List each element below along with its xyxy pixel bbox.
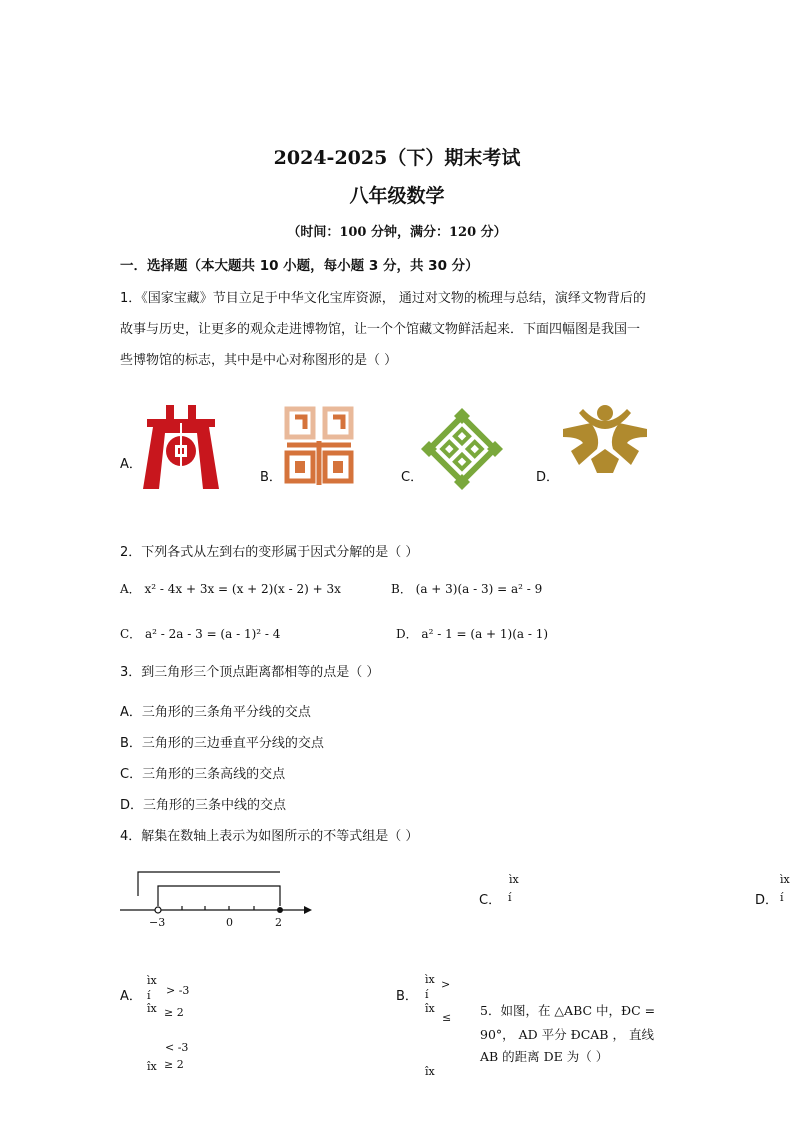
q5-line2: 90°， AD 平分 ÐCAB ， 直线 bbox=[480, 1027, 654, 1042]
q4-option-b-frag3: îx bbox=[425, 1002, 435, 1015]
q5-line3: AB 的距离 DE 为（ ） bbox=[480, 1049, 609, 1064]
exam-title: 2024-2025（下）期末考试 bbox=[273, 147, 521, 169]
q1-option-a-label[interactable]: A． bbox=[120, 457, 142, 472]
q2-option-d[interactable]: D． a² - 1 = (a + 1)(a - 1) bbox=[396, 627, 549, 641]
q5-line1: 5．如图，在 △ABC 中，ÐC = bbox=[480, 1003, 656, 1018]
q1-option-b-label[interactable]: B． bbox=[260, 470, 282, 485]
q3-stem: 3．到三角形三个顶点距离都相等的点是（ ） bbox=[120, 665, 380, 680]
q2-option-a[interactable]: A． x² - 4x + 3x = (x + 2)(x - 2) + 3x bbox=[120, 582, 341, 596]
q1-option-c-label[interactable]: C． bbox=[401, 470, 424, 485]
q4-option-b-label[interactable]: B． bbox=[396, 989, 418, 1004]
q3-option-c[interactable]: C．三角形的三条高线的交点 bbox=[120, 767, 286, 782]
q1-option-d-label[interactable]: D． bbox=[536, 470, 560, 485]
exam-info: （时间：100 分钟，满分：120 分） bbox=[287, 225, 507, 240]
section-heading: 一．选择题（本大题共 10 小题，每小题 3 分，共 30 分） bbox=[120, 258, 479, 274]
q2-stem: 2．下列各式从左到右的变形属于因式分解的是（ ） bbox=[120, 545, 419, 560]
q4-number-line bbox=[118, 866, 318, 936]
q4-option-b-frag5: îx bbox=[425, 1065, 435, 1078]
q4-option-d-frag1: ìx bbox=[780, 873, 790, 886]
axis-label-2: 2 bbox=[275, 916, 282, 929]
q4-option-a-frag2: í bbox=[147, 989, 151, 1002]
q3-option-d[interactable]: D．三角形的三条中线的交点 bbox=[120, 798, 287, 813]
q1-line2: 故事与历史，让更多的观众走进博物馆，让一个个馆藏文物鲜活起来．下面四幅图是我国一 bbox=[120, 322, 641, 337]
q2-option-b[interactable]: B． (a + 3)(a - 3) = a² - 9 bbox=[391, 582, 543, 596]
q4-option-d-frag2: í bbox=[780, 891, 784, 904]
logo-a-red-arch-icon bbox=[141, 403, 221, 491]
q4-option-b-frag2: í bbox=[425, 988, 429, 1001]
q1-line3: 些博物馆的标志，其中是中心对称图形的是（ ） bbox=[120, 353, 398, 368]
axis-label-neg3: −3 bbox=[149, 916, 166, 929]
q4-option-c-label[interactable]: C． bbox=[479, 893, 502, 908]
q4-option-b-frag1b: > bbox=[441, 978, 451, 991]
q3-option-b[interactable]: B．三角形的三边垂直平分线的交点 bbox=[120, 736, 324, 751]
q4-option-c-frag2: í bbox=[508, 891, 512, 904]
q4-option-b-frag1: ìx bbox=[425, 973, 435, 986]
axis-label-0: 0 bbox=[226, 916, 233, 929]
exam-grade: 八年级数学 bbox=[349, 185, 445, 207]
q4-option-a-frag3: îx bbox=[147, 1002, 157, 1015]
q4-option-d-label[interactable]: D． bbox=[755, 893, 779, 908]
q2-option-c[interactable]: C． a² - 2a - 3 = (a - 1)² - 4 bbox=[120, 627, 281, 641]
logo-b-copper-seal-icon bbox=[283, 405, 355, 485]
q4-option-a-frag5: îx bbox=[147, 1060, 157, 1073]
q3-option-a[interactable]: A．三角形的三条角平分线的交点 bbox=[120, 705, 311, 720]
q4-option-a-frag1b: > -3 bbox=[166, 984, 190, 997]
q4-option-b-frag3b: ≤ bbox=[442, 1011, 452, 1024]
q4-option-a-frag5b: ≥ 2 bbox=[164, 1058, 184, 1071]
q4-option-c-frag1: ìx bbox=[509, 873, 519, 886]
q4-option-a-frag4: < -3 bbox=[165, 1041, 189, 1054]
logo-c-green-lattice-icon bbox=[421, 408, 503, 490]
q4-stem: 4．解集在数轴上表示为如图所示的不等式组是（ ） bbox=[120, 829, 419, 844]
q4-option-a-frag1: ìx bbox=[147, 974, 157, 987]
q1-line1: 1．《国家宝藏》节目立足于中华文化宝库资源， 通过对文物的梳理与总结，演绎文物背后的 bbox=[120, 291, 646, 306]
logo-d-gold-emblem-icon bbox=[561, 403, 649, 475]
q4-option-a-label[interactable]: A． bbox=[120, 989, 142, 1004]
q4-option-a-frag3b: ≥ 2 bbox=[164, 1006, 184, 1019]
